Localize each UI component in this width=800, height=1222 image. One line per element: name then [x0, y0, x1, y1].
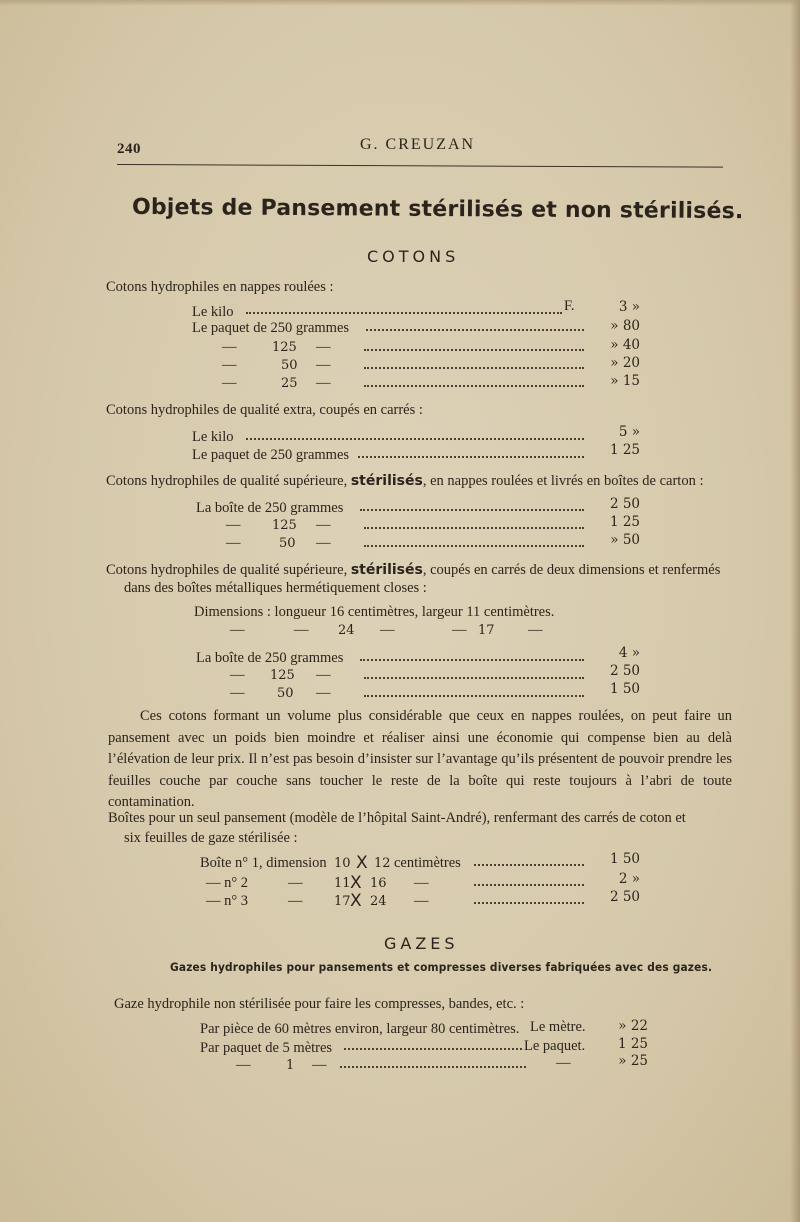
price-row-label: Le paquet de 250 grammes	[192, 447, 350, 463]
ditto-dash: —	[316, 357, 331, 373]
page-edge-right	[790, 0, 800, 1222]
quantity: 50	[281, 358, 298, 373]
dot-leader	[366, 329, 584, 331]
price-value: 1 50	[609, 851, 640, 867]
times-sign: X	[356, 853, 368, 873]
ditto-dash: —	[230, 667, 245, 683]
price-row-label: Par pièce de 60 mètres environ, largeur 80 centimètres.	[200, 1021, 520, 1037]
dot-leader	[364, 695, 584, 697]
dot-leader	[246, 438, 584, 440]
ditto-dash: —	[316, 375, 331, 391]
ditto-dash: —	[316, 535, 331, 551]
dot-leader	[364, 677, 584, 679]
price-value: » 80	[610, 318, 640, 334]
dot-leader	[364, 385, 584, 387]
intro-text: , coupés en carrés de deux dimensions et renfermés	[422, 562, 721, 578]
cotons-g4-intro-line2: dans des boîtes métalliques hermétiquement closes :	[124, 580, 427, 596]
dot-leader	[340, 1066, 526, 1068]
ditto-dash: —	[380, 622, 395, 638]
cotons-g4-intro	[106, 562, 720, 579]
intro-text: Cotons hydrophiles de qualité supérieure,	[106, 562, 348, 578]
dot-leader	[364, 545, 584, 547]
dimensions-line: Dimensions : longueur 16 centimètres, largeur 11 centimètres.	[194, 604, 555, 620]
price-row-label: Le paquet de 250 grammes	[192, 320, 350, 336]
section-heading-gazes: GAZES	[384, 934, 459, 953]
price-value: 1 25	[617, 1036, 648, 1052]
ditto-dash: —	[288, 875, 303, 891]
dimension-value: 10	[334, 856, 351, 871]
quantity: 50	[279, 536, 296, 551]
price-value: 1 50	[609, 681, 640, 697]
price-value: 1 25	[609, 442, 640, 458]
price-value: » 40	[610, 337, 640, 353]
page-edge-top	[0, 0, 800, 6]
ditto-dash: —	[236, 1057, 251, 1073]
dimension-value: 11	[334, 876, 351, 891]
dot-leader	[474, 902, 584, 904]
ditto-dash: —	[226, 535, 241, 551]
price-unit: Le mètre.	[530, 1019, 586, 1035]
quantity: 125	[272, 340, 297, 355]
price-row-label: La boîte de 250 grammes	[196, 500, 344, 516]
quantity: 50	[277, 686, 294, 701]
price-value: » 15	[610, 373, 640, 389]
ditto-dash: —	[222, 375, 237, 391]
page-title: Objets de Pansement stérilisés et non stérilisés.	[131, 194, 744, 225]
ditto-dash: —	[222, 339, 237, 355]
price-row-label: Le kilo	[192, 304, 234, 320]
ditto-dash: —	[312, 1057, 327, 1073]
dot-leader	[360, 509, 584, 511]
price-value: 2 50	[609, 663, 640, 679]
cotons-g5-intro-line2: six feuilles de gaze stérilisée :	[124, 830, 298, 846]
dot-leader	[246, 312, 562, 314]
price-value: 2 »	[618, 871, 640, 887]
ditto-dash: —	[414, 875, 429, 891]
dimension-value: 12	[374, 856, 391, 871]
ditto-dash: —	[528, 622, 543, 638]
header-rule	[117, 164, 723, 168]
ditto-dash: —	[294, 622, 309, 638]
cotons-note-paragraph: Ces cotons formant un volume plus considérable que ceux en nappes roulées, on peut faire un pansement avec un poids bien moindre et réaliser ainsi une économie qui compense bien au delà l’élévation de leur prix. Il n’est pas besoin d’insister sur l’avantage qu’ils présentent de pouvoir prendre les feuilles couche par couche sans toucher le reste de la boîte qui reste toujours à l’abri de toute contamination.	[108, 708, 732, 810]
ditto-dash: —	[316, 517, 331, 533]
ditto-dash: —	[414, 893, 429, 909]
times-sign: X	[350, 891, 362, 911]
price-value: 1 25	[609, 514, 640, 530]
dimension-value: 24	[338, 623, 355, 638]
price-row-label: Le kilo	[192, 429, 234, 445]
price-row-label: Par paquet de 5 mètres	[200, 1040, 333, 1056]
quantity: 125	[270, 668, 295, 683]
ditto-dash: —	[316, 339, 331, 355]
running-header-author: G. CREUZAN	[360, 136, 476, 153]
gazes-subheading: Gazes hydrophiles pour pansements et compresses diverses fabriquées avec des gazes.	[170, 960, 713, 974]
price-value: » 22	[618, 1018, 648, 1034]
ditto-dash: —	[288, 893, 303, 909]
ditto-dash: —	[316, 667, 331, 683]
dot-leader	[344, 1048, 522, 1050]
ditto-dash: —	[226, 517, 241, 533]
price-row-label: La boîte de 250 grammes	[196, 650, 344, 666]
price-unit: Le paquet.	[524, 1038, 586, 1054]
intro-text: , en nappes roulées et livrés en boîtes de carton :	[422, 473, 704, 489]
times-sign: X	[350, 873, 362, 893]
dot-leader	[474, 884, 584, 886]
cotons-g5-intro: Boîtes pour un seul pansement (modèle de l’hôpital Saint-André), renfermant des carrés de coton et	[108, 810, 686, 826]
dot-leader	[364, 527, 584, 529]
cotons-g1-intro: Cotons hydrophiles en nappes roulées :	[106, 279, 334, 295]
quantity: 25	[281, 376, 298, 391]
price-value: 5 »	[618, 424, 640, 440]
cotons-g2-intro: Cotons hydrophiles de qualité extra, coupés en carrés :	[106, 402, 423, 418]
dimension-value: 17	[478, 623, 495, 638]
sterilised-emphasis: stérilisés	[350, 562, 423, 578]
price-value: » 20	[610, 355, 640, 371]
ditto-dash: —	[452, 622, 467, 638]
dimension-value: 24	[370, 894, 387, 909]
intro-text: Cotons hydrophiles de qualité supérieure,	[106, 473, 348, 489]
ditto-dash: —	[316, 685, 331, 701]
cotons-g3-intro	[106, 473, 703, 490]
dot-leader	[360, 659, 584, 661]
ditto-dash: —	[222, 357, 237, 373]
dimension-value: 17	[334, 894, 351, 909]
dimension-value: 16	[370, 876, 387, 891]
gazes-intro: Gaze hydrophile non stérilisée pour faire les compresses, bandes, etc. :	[114, 996, 525, 1012]
ditto-dash: —	[230, 622, 245, 638]
price-value: » 25	[618, 1053, 648, 1069]
unit-label: centimètres	[394, 855, 461, 871]
dot-leader	[358, 456, 584, 458]
price-value: 2 50	[609, 889, 640, 905]
price-value: » 50	[610, 532, 640, 548]
dot-leader	[364, 367, 584, 369]
quantity: 1	[286, 1058, 295, 1073]
price-value: 4 »	[618, 645, 640, 661]
sterilised-emphasis: stérilisés	[350, 473, 423, 489]
box-row-label: — n° 2	[206, 875, 249, 891]
page-number: 240	[117, 141, 141, 157]
box-row-label: Boîte n° 1, dimension	[200, 855, 327, 871]
dot-leader	[474, 864, 584, 866]
ditto-dash: —	[556, 1055, 571, 1071]
price-value: 2 50	[609, 496, 640, 512]
ditto-dash: —	[230, 685, 245, 701]
section-heading-cotons: COTONS	[367, 247, 460, 266]
quantity: 125	[272, 518, 297, 533]
price-value: 3 »	[618, 299, 640, 315]
box-row-label: — n° 3	[206, 893, 249, 909]
price-unit: F.	[564, 298, 575, 314]
dot-leader	[364, 349, 584, 351]
